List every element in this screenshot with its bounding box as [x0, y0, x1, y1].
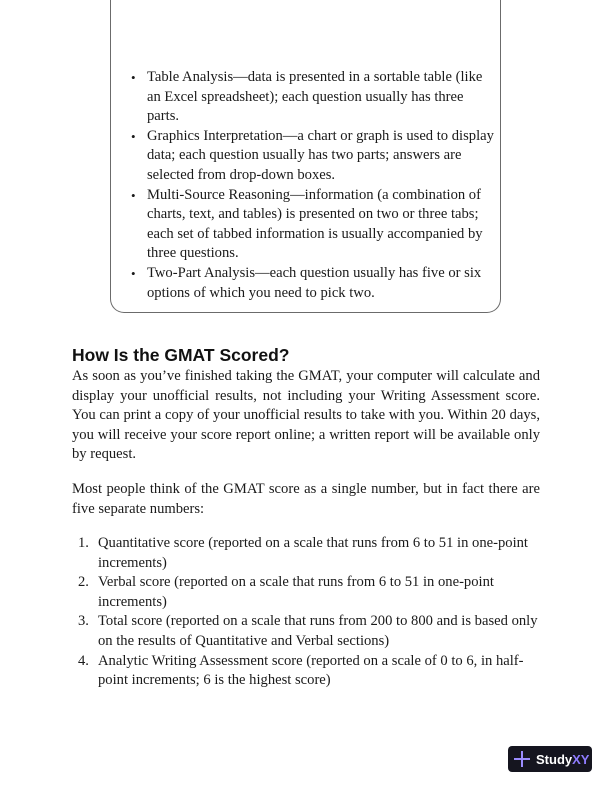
list-item [129, 127, 497, 186]
section-heading: How Is the GMAT Scored? [72, 345, 290, 365]
list-number: 2. [78, 574, 89, 591]
brand-name [536, 752, 589, 767]
bullet-icon: • [131, 265, 136, 281]
plus-icon [514, 751, 530, 767]
brand-xy: XY [572, 751, 590, 767]
studyxy-watermark[interactable] [508, 746, 592, 772]
list-number: 4. [78, 652, 89, 669]
bullet-icon: • [131, 70, 136, 85]
list-item-text: Table Analysis—data is presented in a sortable table (like an Excel spreadsheet); each question usually has three parts. [147, 69, 483, 125]
paragraph-five-numbers: Most people think of the GMAT score as a single number, but in fact there are five separate numbers: [72, 481, 540, 517]
list-item [129, 68, 497, 127]
list-item [129, 264, 497, 303]
list-item [78, 534, 548, 573]
list-item-text: Graphics Interpretation—a chart or graph is used to display data; each question usually has two parts; answers are selected from drop-down boxes. [147, 127, 494, 183]
callout-box [110, 0, 501, 313]
list-item [78, 573, 548, 612]
list-item [78, 612, 548, 651]
list-item-text: Multi-Source Reasoning—information (a combination of charts, text, and tables) is presented on two or three tabs; each set of tabbed information is usually accompanied by three questions. [147, 186, 483, 262]
bullet-icon: • [131, 128, 136, 144]
question-types-list [129, 68, 497, 303]
list-item-text: Total score (reported on a scale that runs from 200 to 800 and is based only on the results of Quantitative and Verbal sections) [98, 613, 538, 649]
score-types-list [78, 534, 548, 691]
list-item-text: Analytic Writing Assessment score (reported on a scale of 0 to 6, in half-point increments; 6 is the highest score) [98, 652, 524, 689]
list-item-text: Quantitative score (reported on a scale that runs from 6 to 51 in one-point increments) [98, 535, 528, 571]
list-item [129, 186, 497, 264]
list-item [78, 652, 548, 691]
list-number: 3. [78, 613, 89, 630]
brand-study: Study [536, 751, 573, 767]
list-item-text: Verbal score (reported on a scale that runs from 6 to 51 in one-point increments) [98, 574, 494, 610]
list-item-text: Two-Part Analysis—each question usually has five or six options of which you need to pick two. [147, 264, 482, 301]
paragraph-scoring-intro: As soon as you’ve finished taking the GMAT, your computer will calculate and display your unofficial results, not including your Writing Assessment score. You can print a copy of your unofficial results to take with you. Within 20 days, you will receive your score report online; a written report will be available only by request. [72, 368, 540, 463]
list-number: 1. [78, 535, 89, 551]
bullet-icon: • [131, 187, 136, 203]
